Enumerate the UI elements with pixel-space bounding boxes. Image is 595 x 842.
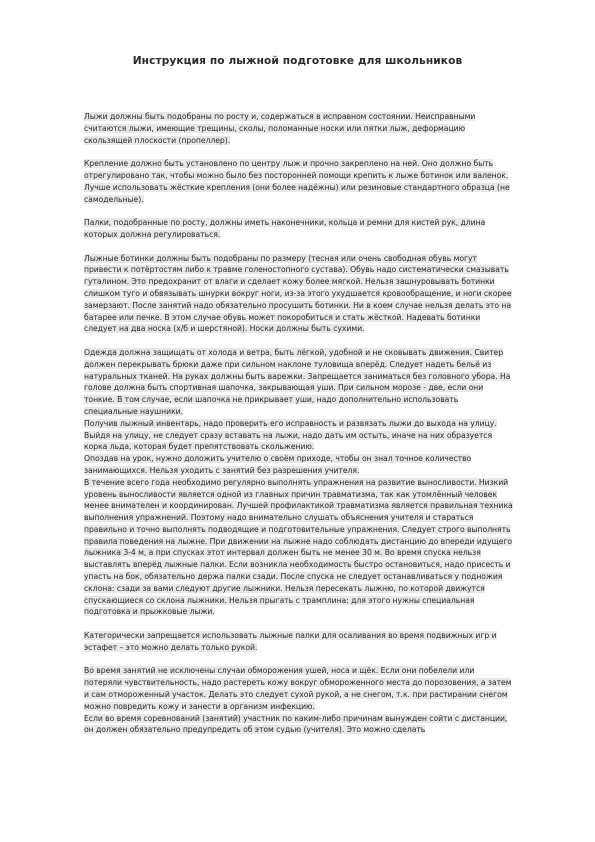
- paragraph-clothing: Одежда должна защищать от холода и ветра, быть лёгкой, удобной и не сковывать движения. Свитер должен перекрывать брюки даже при сильном наклоне туловища вперёд. Следует надеть бельё из натуральных тканей. На руках должны быть варежки. Запрещается заниматься без головного убора. На голове должна быть спортивная шапочка, закрывающая уши. При сильном морозе - две, если они тонкие. В том случае, если шапочка не прикрывает уши, надо дополнительно использовать специальные наушники.: [84, 347, 511, 416]
- paragraph-bindings: Крепление должно быть установлено по центру лыж и прочно закреплено на ней. Оно должно быть отрегулировано так, чтобы можно было без посторонней помощи крепить к лыже ботинок или валенок. Лучше использовать жёсткие крепления (они более надёжны) или резиновые стандартного образца (не самодельные).: [84, 159, 510, 204]
- paragraph-endurance-rules: В течение всего года необходимо регулярно выполнять упражнения на развитие выносливости. Низкий уровень выносливости является одной из главных причин травматизма, так как утомлённый человек менее внимателен и координирован. Лучшей профилактикой травматизма является правильная техника выполнения упражнений. Поэтому надо внимательно слушать объяснения учителя и стараться правильно и точно выполнять подводящие и подготовительные упражнения. Следует строго выполнять правила поведения на лыжне. При движении на лыжне надо соблюдать дистанцию до впереди идущего лыжника 3-4 м, а при спусках этот интервал должен быть не менее 30 м. Во время спуска нельзя выставлять вперёд лыжные палки. Если возникла необходимость быстро остановиться, надо присесть и упасть на бок, обязательно держа палки сзади. После спуска не следует останавливаться у подножия склона: сзади за вами следуют другие лыжники. Нельзя пересекать лыжню, по которой движутся спускающиеся со склона лыжники. Нельзя прыгать с трамплина: для этого нужны специальная подготовка и прыжковые лыжи.: [84, 477, 513, 617]
- paragraph-boots: Лыжные ботинки должны быть подобраны по размеру (тесная или очень свободная обувь могут привести к потёртостям либо к травме голеностопного сустава). Обувь надо систематически смазывать гуталином. Это предохранит от влаги и сделает кожу более мягкой. Нельзя зашнуровывать ботинки слишком туго и обвязывать шнурки вокруг ноги, из-за этого ухудшается кровообращение, и ноги скорее замерзают. После занятий надо обязательно просушить ботинки. Ни в коем случае нельзя делать это на батарее или печке. В этом случае обувь может покоробиться и стать жёсткой. Надевать ботинки следует на два носка (х/б и шерстяной). Носки должны быть сухими.: [84, 253, 512, 334]
- document-title: Инструкция по лыжной подготовке для школьников: [132, 55, 463, 67]
- paragraph-frostbite: Во время занятий не исключены случаи обморожения ушей, носа и щёк. Если они побелели или потеряли чувствительность, надо растереть кожу вокруг обмороженного места до порозовения, а затем и сам отмороженный участок. Делать это следует сухой рукой, а не снегом, т.к. при растирании снегом можно повредить кожу и занести в организм инфекцию.: [84, 666, 512, 711]
- paragraph-lateness: Опоздав на урок, нужно доложить учителю о своём приходе, чтобы он знал точное количество занимающихся. Нельзя уходить с занятий без разрешения учителя.: [84, 454, 472, 475]
- paragraph-competition: Если во время соревнований (занятий) участник по каким-либо причинам вынужден сойти с дистанции, он должен обязательно предупредить об этом судью (учителя). Это можно сделать: [84, 713, 508, 735]
- paragraph-poles: Палки, подобранные по росту, должны иметь наконечники, кольца и ремни для кистей рук, длина которых должна регулироваться.: [84, 218, 486, 239]
- paragraph-equipment-check: Получив лыжный инвентарь, надо проверить его исправность и развязать лыжи до выхода на улицу. Выйдя на улицу, не следует сразу вставать на лыжи, надо дать им остыть, иначе на них образуется корка льда, которая будет препятствовать скольжению.: [84, 418, 497, 452]
- paragraph-skis: Лыжи должны быть подобраны по росту и, содержаться в исправном состоянии. Неисправными считаются лыжи, имеющие трещины, сколы, поломанные носки или пятки лыж, деформацию скользящей плоскости (пропеллер).: [84, 112, 476, 145]
- document-body: [84, 111, 514, 736]
- paragraph-poles-ban: Категорически запрещается использовать лыжные палки для осаливания во время подвижных игр и эстафет – это можно делать только рукой.: [84, 631, 497, 652]
